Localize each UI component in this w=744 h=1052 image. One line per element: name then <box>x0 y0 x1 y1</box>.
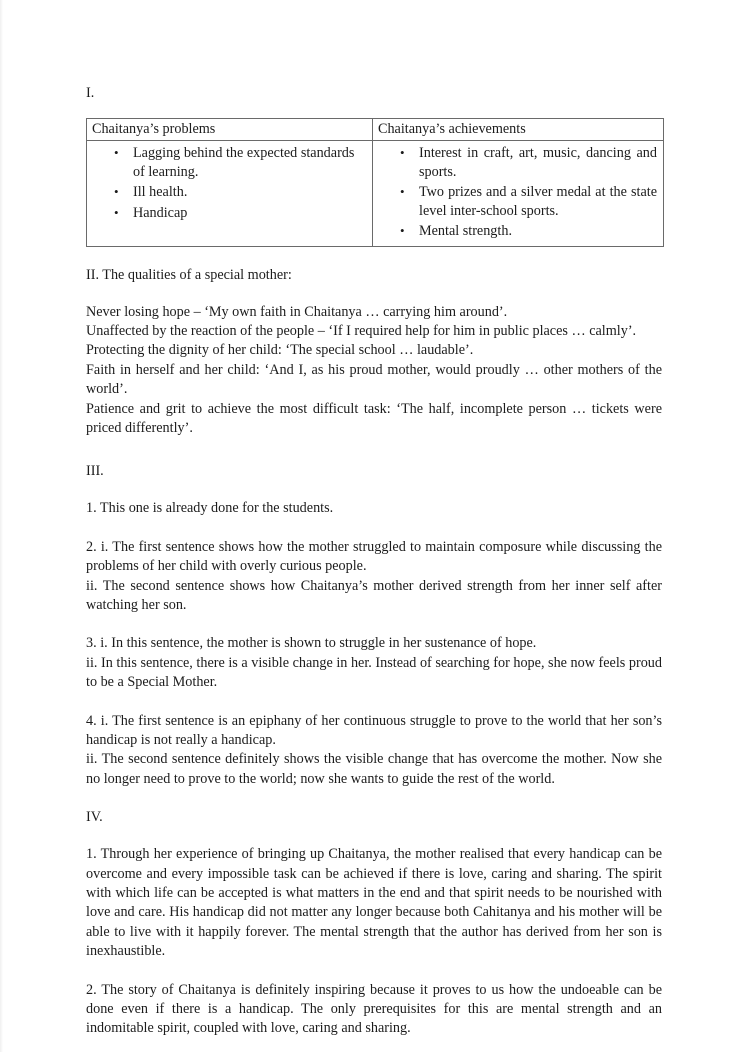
document-content <box>86 84 662 1039</box>
list-item: • Ill health. <box>133 183 366 202</box>
quality-line: Protecting the dignity of her child: ‘The special school … laudable’. <box>86 342 474 359</box>
answer-3-2-ii: ii. The second sentence shows how Chaitanya’s mother derived strength from her inner self after watching her son. <box>86 577 662 613</box>
answer-3-4-ii: ii. The second sentence definitely shows the visible change that has overcome the mother. Now she no longer need to prove to the world; now she wants to guide the rest of the world. <box>86 751 662 787</box>
quality-line: Unaffected by the reaction of the people – ‘If I required help for him in public places … calmly’. <box>86 322 637 339</box>
spacer <box>86 789 662 808</box>
achievements-cell-body <box>373 141 663 246</box>
problems-achievements-table <box>86 118 664 247</box>
answer-3-2-i: 2. i. The first sentence shows how the mother struggled to maintain composure while discussing the problems of her child with overly curious people. <box>86 538 662 575</box>
list-item: • Mental strength. <box>419 222 657 241</box>
table-header-problems: Chaitanya’s problems <box>92 121 216 137</box>
quality-line: Patience and grit to achieve the most difficult task: ‘The half, incomplete person … tickets were priced differently’. <box>86 400 662 436</box>
spacer <box>86 615 662 634</box>
table-cell-problems <box>87 141 373 247</box>
problems-cell-body <box>87 141 372 219</box>
problems-list <box>87 144 366 222</box>
table-cell-achievements <box>373 141 664 247</box>
spacer <box>86 826 662 845</box>
list-item: • Lagging behind the expected standards of learning. <box>133 144 366 181</box>
spacer <box>86 519 662 538</box>
section-label-one: I. <box>86 85 95 101</box>
table-body-row <box>87 141 664 247</box>
list-item: • Interest in craft, art, music, dancing and sports. <box>419 144 657 181</box>
answer-3-1: 1. This one is already done for the students. <box>86 500 334 517</box>
quality-line: Never losing hope – ‘My own faith in Chaitanya … carrying him around’. <box>86 303 508 320</box>
answer-3-3-i: 3. i. In this sentence, the mother is shown to struggle in her sustenance of hope. <box>86 635 537 652</box>
spacer <box>86 480 662 499</box>
answer-3-3-ii: ii. In this sentence, there is a visible change in her. Instead of searching for hope, she now feels proud to be a Special Mother. <box>86 654 662 691</box>
spacer <box>86 693 662 712</box>
answer-4-2: 2. The story of Chaitanya is definitely inspiring because it proves to us how the undoeable can be done even if there is a handicap. The only prerequisites for this are mental strength and an indomitable spirit, coupled with love, caring and sharing. <box>86 981 662 1037</box>
qualities-list <box>86 303 662 439</box>
scan-edge-artifact <box>0 0 3 1052</box>
section-label-four: IV. <box>86 809 103 826</box>
spacer <box>86 438 662 462</box>
achievements-list <box>373 144 657 241</box>
answer-4-1: 1. Through her experience of bringing up Chaitanya, the mother realised that every handicap can be overcome and every impossible task can be achieved if there is love, caring and sharing. The spirit with which life can be accepted is what matters in the end and that spirit needs to be nourished with love and care. His handicap did not matter any longer because both Cahitanya and his mother will be able to live with it happily forever. The mental strength that the author has derived from her son is inexhaustible. <box>86 846 662 960</box>
list-item: • Handicap <box>133 204 366 223</box>
table-header-cell-achievements <box>373 119 664 141</box>
spacer <box>86 284 662 303</box>
quality-line: Faith in herself and her child: ‘And I, as his proud mother, would proudly … other mothers of the world’. <box>86 361 662 398</box>
spacer <box>86 962 662 981</box>
answer-3-4-i: 4. i. The first sentence is an epiphany of her continuous struggle to prove to the world that her son’s handicap is not really a handicap. <box>86 712 662 748</box>
spacer <box>86 247 662 266</box>
table-header-row <box>87 119 664 141</box>
list-item: • Two prizes and a silver medal at the state level inter-school sports. <box>419 183 657 220</box>
table-header-achievements: Chaitanya’s achievements <box>378 121 526 137</box>
section-label-two: II. The qualities of a special mother: <box>86 266 292 283</box>
table-header-cell-problems <box>87 119 373 141</box>
section-label-three: III. <box>86 463 104 480</box>
